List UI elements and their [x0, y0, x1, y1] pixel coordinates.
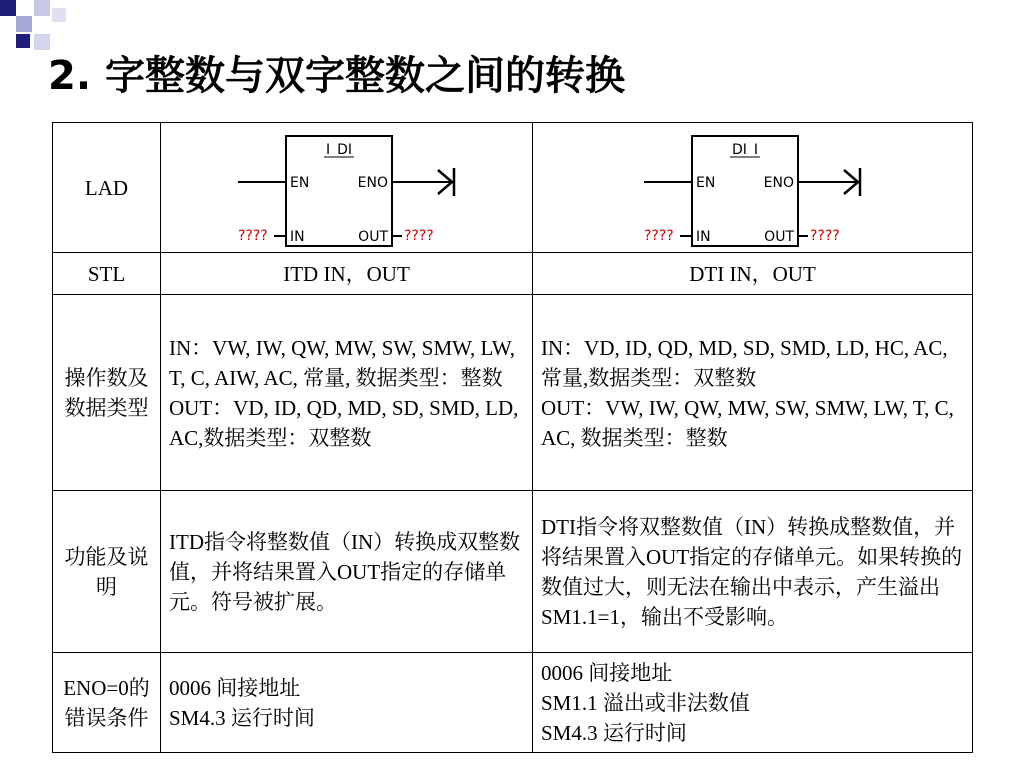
- itd-box-name: I_DI: [325, 141, 352, 158]
- itd-in-operand: ????: [237, 227, 268, 244]
- function-itd: ITD指令将整数值（IN）转换成双整数值，并将结果置入OUT指定的存储单元。符号被扩展。: [161, 491, 533, 653]
- dti-en-label: EN: [695, 174, 715, 191]
- lad-itd-diagram: [232, 126, 462, 250]
- page-title: 2. 字整数与双字整数之间的转换: [48, 53, 625, 99]
- stl-dti: DTI IN，OUT: [533, 253, 973, 295]
- row-stl: [53, 253, 973, 295]
- row-label-operands: 操作数及数据类型: [53, 295, 161, 491]
- function-dti: DTI指令将双整数值（IN）转换成整数值，并将结果置入OUT指定的存储单元。如果转换的数值过大，则无法在输出中表示，产生溢出SM1.1=1，输出不受影响。: [533, 491, 973, 653]
- itd-out-operand: ????: [403, 227, 434, 244]
- corner-deco-dark-2: [16, 34, 30, 48]
- dti-out-label: OUT: [763, 228, 794, 245]
- stl-itd: ITD IN，OUT: [161, 253, 533, 295]
- corner-deco-light-2: [34, 0, 50, 16]
- itd-out-label: OUT: [357, 228, 388, 245]
- dti-out-operand: ????: [809, 227, 840, 244]
- row-function: [53, 491, 973, 653]
- corner-deco-light-4: [52, 8, 66, 22]
- row-label-lad: LAD: [53, 123, 161, 253]
- lad-itd-cell: [161, 123, 533, 253]
- row-label-function: 功能及说明: [53, 491, 161, 653]
- corner-deco-light-1: [16, 16, 32, 32]
- corner-deco-dark-1: [0, 0, 16, 16]
- errors-itd: 0006 间接地址 SM4.3 运行时间: [161, 653, 533, 753]
- row-label-stl: STL: [53, 253, 161, 295]
- operands-itd: IN：VW, IW, QW, MW, SW, SMW, LW, T, C, AIW, AC, 常量, 数据类型：整数 OUT：VD, ID, QD, MD, SD, SMD, LD, AC,数据类型：双整数: [161, 295, 533, 491]
- lad-dti-diagram: [638, 126, 868, 250]
- dti-eno-label: ENO: [763, 174, 794, 191]
- itd-eno-label: ENO: [357, 174, 388, 191]
- row-label-errors: ENO=0的错误条件: [53, 653, 161, 753]
- dti-box-name: DI_I: [731, 141, 758, 158]
- row-operands: [53, 295, 973, 491]
- conversion-table: [52, 122, 973, 753]
- row-lad: [53, 123, 973, 253]
- dti-in-label: IN: [695, 228, 711, 245]
- itd-en-label: EN: [289, 174, 309, 191]
- itd-in-label: IN: [289, 228, 305, 245]
- errors-dti: 0006 间接地址 SM1.1 溢出或非法数值 SM4.3 运行时间: [533, 653, 973, 753]
- dti-in-operand: ????: [643, 227, 674, 244]
- corner-deco-light-3: [34, 34, 50, 50]
- operands-dti: IN：VD, ID, QD, MD, SD, SMD, LD, HC, AC,常量,数据类型：双整数 OUT：VW, IW, QW, MW, SW, SMW, LW, T, C, AC, 数据类型：整数: [533, 295, 973, 491]
- lad-dti-cell: [533, 123, 973, 253]
- row-errors: [53, 653, 973, 753]
